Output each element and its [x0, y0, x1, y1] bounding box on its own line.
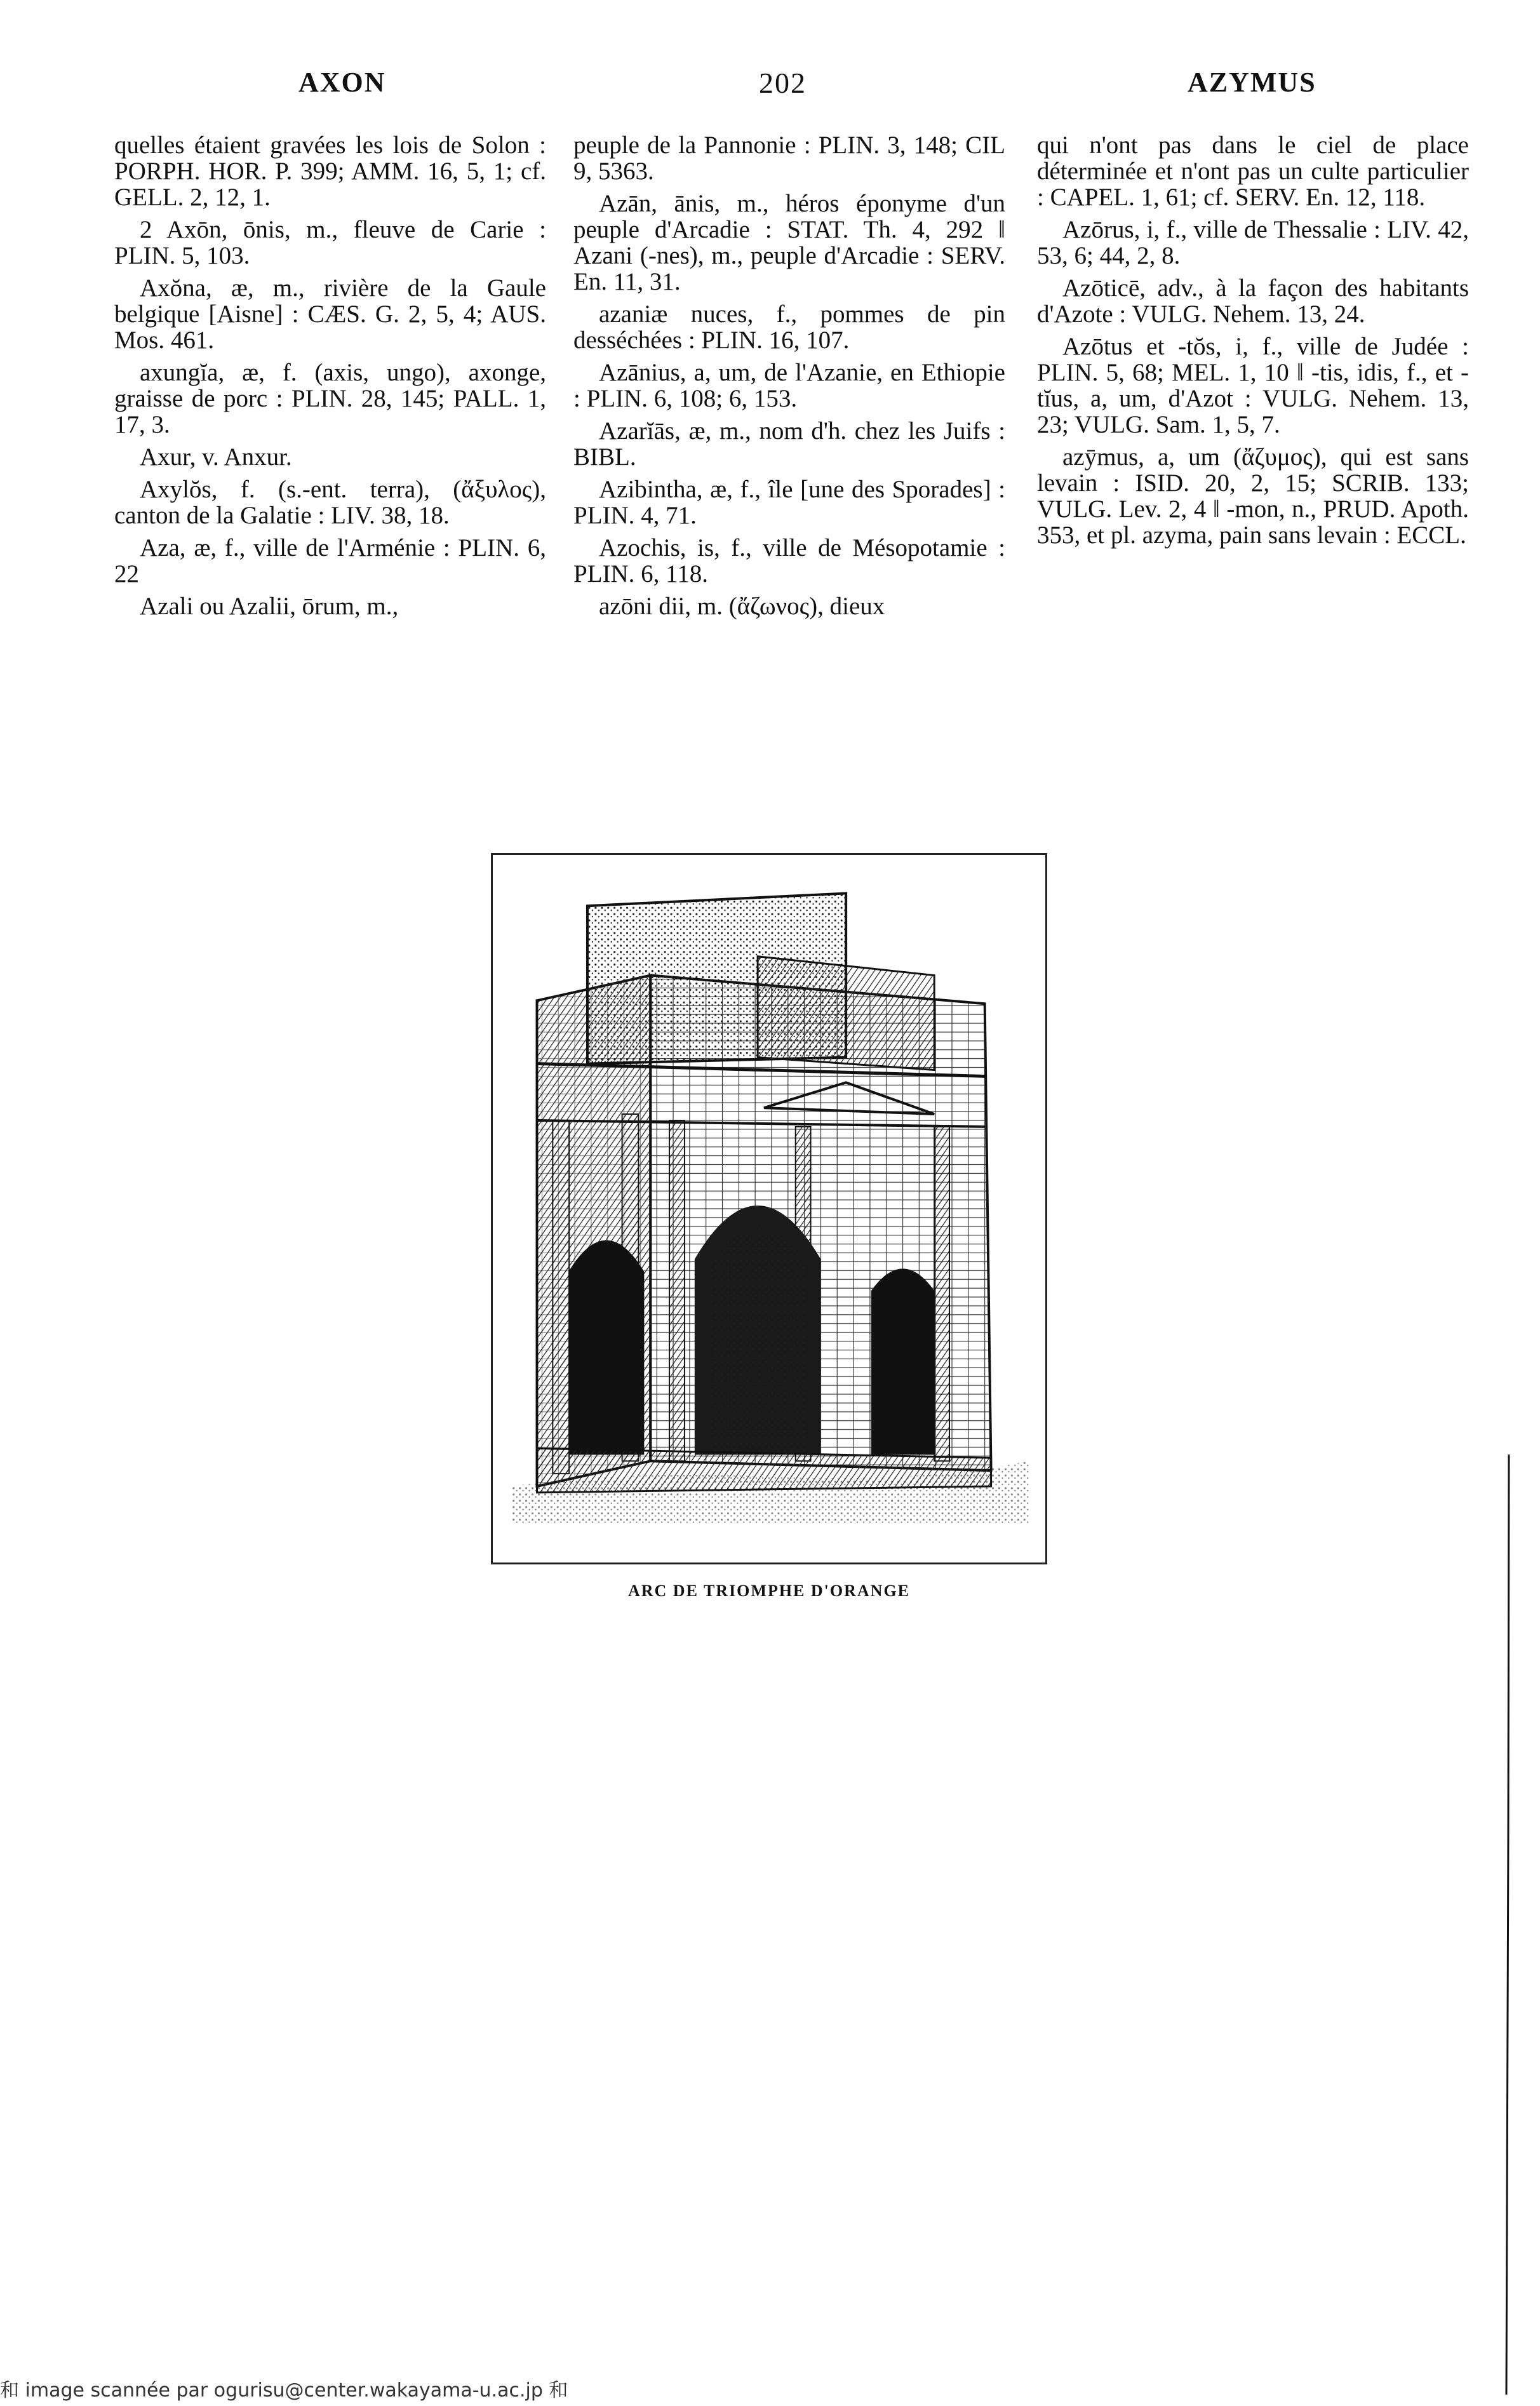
dictionary-column-1 — [114, 132, 546, 626]
dictionary-entry: azȳmus, a, um (ἄζυμος), qui est sans levain : ISID. 20, 2, 15; SCRIB. 133; VULG. Lev. 2, 4 ‖ -mon, n., PRUD. Apoth. 353, et pl. azyma, pain sans levain : ECCL. — [1037, 443, 1469, 549]
dictionary-entry: Azān, ānis, m., héros éponyme d'un peuple d'Arcadie : STAT. Th. 4, 292 ‖ Azani (-nes), m., peuple d'Arcadie : SERV. En. 11, 31. — [573, 190, 1005, 295]
dictionary-entry: Azarĭās, æ, m., nom d'h. chez les Juifs : BIBL. — [573, 417, 1005, 471]
dictionary-entry: azaniæ nuces, f., pommes de pin desséchées : PLIN. 16, 107. — [573, 300, 1005, 354]
arch-illustration — [491, 853, 1047, 1564]
scan-margin-line — [1505, 1455, 1511, 2395]
dictionary-column-2 — [573, 132, 1005, 626]
dictionary-entry: Azali ou Azalii, ōrum, m., — [140, 593, 399, 620]
page-number: 202 — [759, 67, 807, 99]
triumphal-arch-drawing — [493, 855, 1045, 1563]
dictionary-entry: Azochis, is, f., ville de Mésopotamie : PLIN. 6, 118. — [573, 534, 1005, 588]
dictionary-entry: Axur, v. Anxur. — [140, 443, 292, 471]
dictionary-column-3 — [1037, 132, 1469, 554]
dictionary-entry: peuple de la Pannonie : PLIN. 3, 148; CIL 9, 5363. — [573, 131, 1005, 185]
running-head-left: AXON — [298, 67, 386, 98]
dictionary-entry: azōni dii, m. (ἄζωνος), dieux — [599, 593, 885, 620]
dictionary-entry: Aza, æ, f., ville de l'Arménie : PLIN. 6, 22 — [114, 534, 546, 588]
dictionary-entry: quelles étaient gravées les lois de Solon : PORPH. HOR. P. 399; AMM. 16, 5, 1; cf. GELL. 2, 12, 1. — [114, 131, 546, 211]
dictionary-entry: Azibintha, æ, f., île [une des Sporades] : PLIN. 4, 71. — [573, 476, 1005, 529]
dictionary-entry: Azōticē, adv., à la façon des habitants d'Azote : VULG. Nehem. 13, 24. — [1037, 274, 1469, 328]
running-head-right: AZYMUS — [1188, 67, 1316, 98]
dictionary-entry: Azōrus, i, f., ville de Thessalie : LIV. 42, 53, 6; 44, 2, 8. — [1037, 216, 1469, 269]
dictionary-entry: Axylŏs, f. (s.-ent. terra), (ἄξυλος), canton de la Galatie : LIV. 38, 18. — [114, 476, 546, 529]
figure-caption: ARC DE TRIOMPHE D'ORANGE — [627, 1582, 911, 1600]
dictionary-entry: Axŏna, æ, m., rivière de la Gaule belgique [Aisne] : CÆS. G. 2, 5, 4; AUS. Mos. 461. — [114, 274, 546, 354]
dictionary-entry: Azānius, a, um, de l'Azanie, en Ethiopie : PLIN. 6, 108; 6, 153. — [573, 359, 1005, 412]
dictionary-entry: Azōtus et -tŏs, i, f., ville de Judée : PLIN. 5, 68; MEL. 1, 10 ‖ -tis, idis, f., et -tĭus, a, um, d'Azot : VULG. Nehem. 13, 23; VULG. Sam. 1, 5, 7. — [1037, 333, 1469, 438]
dictionary-entry: 2 Axōn, ōnis, m., fleuve de Carie : PLIN. 5, 103. — [114, 216, 546, 269]
dictionary-entry: axungĭa, æ, f. (axis, ungo), axonge, graisse de porc : PLIN. 28, 145; PALL. 1, 17, 3. — [114, 359, 546, 438]
scan-credit-footer: 和 image scannée par ogurisu@center.wakayama-u.ac.jp 和 — [0, 2379, 568, 2402]
dictionary-entry: qui n'ont pas dans le ciel de place déterminée et n'ont pas un culte particulier : CAPEL. 1, 61; cf. SERV. En. 12, 118. — [1037, 131, 1469, 211]
